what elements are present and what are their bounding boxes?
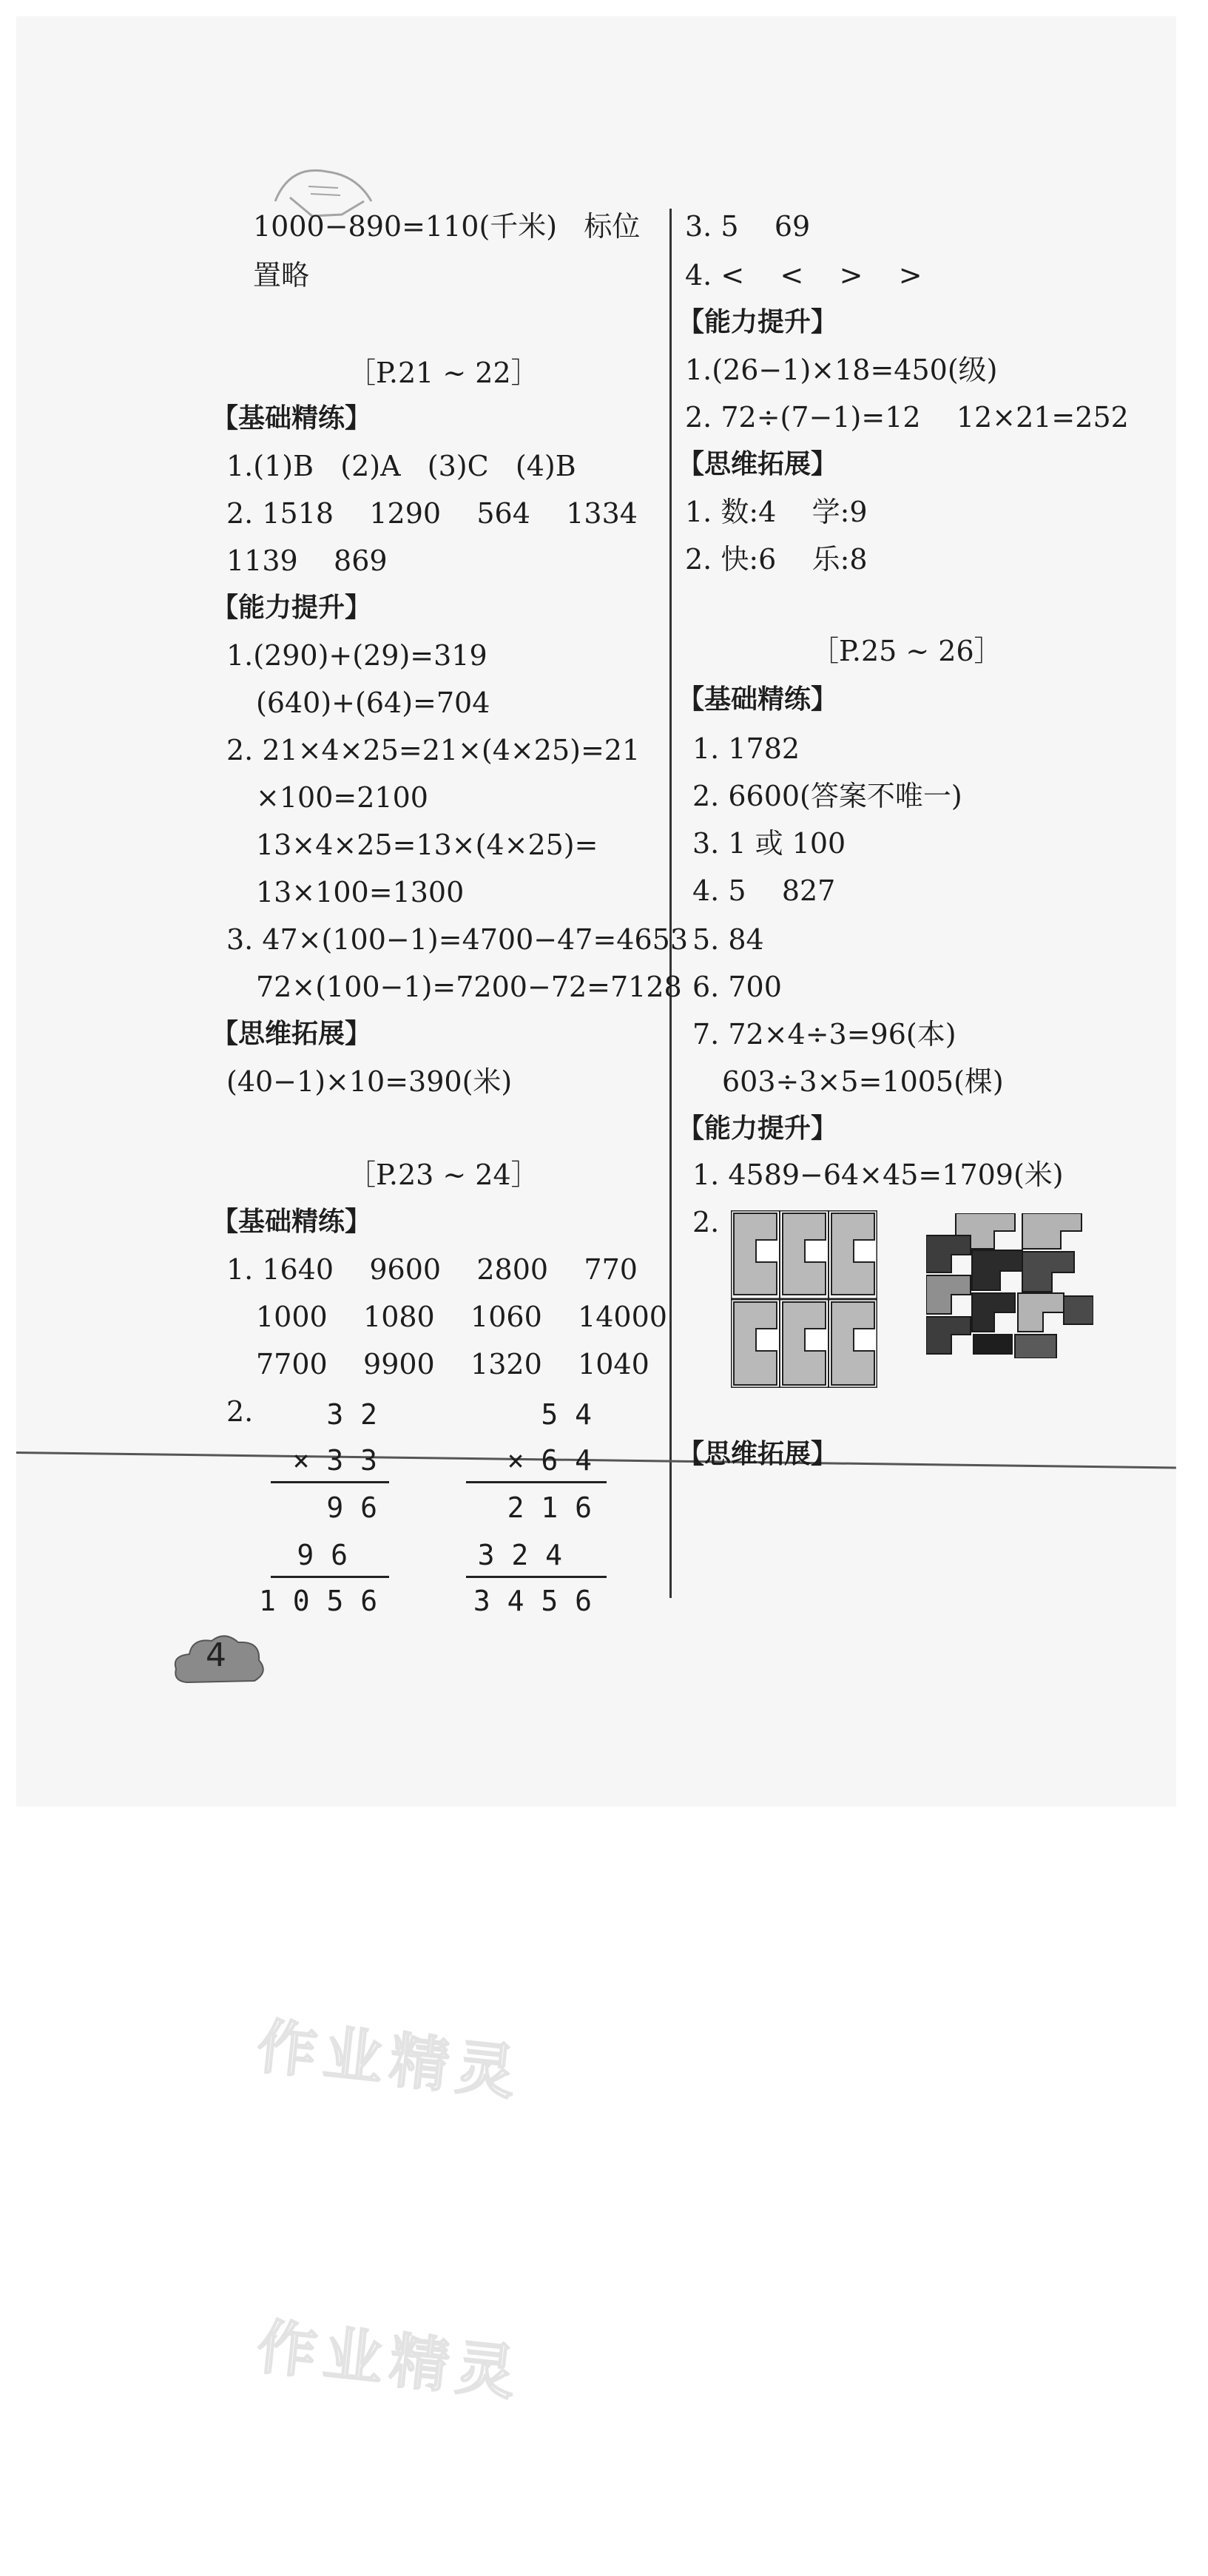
answer-line: 1000−890=110(千米) 标位	[253, 210, 641, 243]
answer-line: 2.	[226, 1395, 254, 1428]
calc-partial: 9 6	[326, 1491, 377, 1524]
page-range-heading: ［P.25 ~ 26］	[811, 635, 1002, 667]
answer-line: (640)+(64)=704	[256, 687, 490, 719]
interlocking-pieces-figure	[926, 1213, 1093, 1358]
calc-partial: 2 1 6	[507, 1491, 592, 1524]
calc-partial: 9 6	[297, 1539, 348, 1571]
calc-rule	[271, 1481, 389, 1483]
section-heading: 【基础精练】	[212, 1207, 372, 1237]
answer-line: 4. 5 827	[692, 874, 836, 907]
calc-product: 1 0 5 6	[259, 1585, 378, 1617]
answer-line: 2.	[692, 1206, 720, 1238]
section-heading: 【基础精练】	[212, 403, 372, 434]
answer-line: 2. 1518 1290 564 1334	[226, 497, 638, 530]
answer-line: 2. 72÷(7−1)=12 12×21=252	[685, 401, 1129, 434]
section-heading: 【思维拓展】	[678, 1439, 838, 1469]
answer-line: 72×(100−1)=7200−72=7128	[256, 971, 682, 1003]
answer-line: 7700 9900 1320 1040	[256, 1348, 649, 1380]
answer-line: 2. 6600(答案不唯一)	[692, 780, 962, 812]
answer-line: 5. 84	[692, 923, 764, 956]
section-heading: 【能力提升】	[212, 593, 372, 623]
calc-multiplier: × 6 4	[507, 1444, 592, 1477]
column-divider	[669, 209, 672, 1598]
section-heading: 【能力提升】	[678, 1113, 838, 1144]
page-range-heading: ［P.21 ~ 22］	[348, 357, 539, 389]
answer-line: 1. 4589−64×45=1709(米)	[692, 1159, 1064, 1191]
calc-multiplier: × 3 3	[292, 1444, 377, 1477]
answer-line: 置略	[253, 259, 310, 291]
answer-line: 603÷3×5=1005(棵)	[722, 1065, 1004, 1098]
watermark: 作业精灵	[254, 2312, 527, 2409]
section-heading: 【能力提升】	[678, 307, 838, 337]
calc-rule	[271, 1576, 389, 1578]
answer-line: 3. 1 或 100	[692, 827, 846, 860]
answer-line: 1.(26−1)×18=450(级)	[685, 354, 998, 386]
answer-line: 7. 72×4÷3=96(本)	[692, 1018, 956, 1051]
answer-line: 13×4×25=13×(4×25)=	[256, 829, 598, 861]
calc-product: 3 4 5 6	[473, 1585, 592, 1617]
calc-multiplicand: 5 4	[541, 1398, 592, 1431]
tiling-grid-figure	[731, 1210, 877, 1388]
answer-line: 1000 1080 1060 14000	[256, 1301, 667, 1333]
answer-line: 6. 700	[692, 971, 782, 1003]
watermark: 作业精灵	[254, 2012, 527, 2108]
answer-line: 3. 47×(100−1)=4700−47=4653	[226, 923, 689, 956]
section-heading: 【基础精练】	[678, 684, 838, 715]
calc-rule	[466, 1576, 607, 1578]
answer-line: 3. 5 69	[685, 210, 811, 243]
answer-line: ×100=2100	[256, 781, 428, 814]
section-heading: 【思维拓展】	[212, 1019, 372, 1049]
answer-page	[16, 16, 1176, 1807]
answer-line: 1139 869	[226, 544, 388, 577]
answer-line: 13×100=1300	[256, 876, 465, 908]
answer-line: 1.(1)B (2)A (3)C (4)B	[226, 450, 576, 482]
answer-line: 2. 21×4×25=21×(4×25)=21	[226, 734, 641, 766]
calc-partial: 3 2 4	[477, 1539, 562, 1571]
section-heading: 【思维拓展】	[678, 449, 838, 479]
answer-line: (40−1)×10=390(米)	[226, 1065, 513, 1098]
answer-line: 1.(290)+(29)=319	[226, 639, 487, 672]
calc-rule	[466, 1481, 607, 1483]
answer-line: 1. 数:4 学:9	[685, 496, 868, 528]
page-number: 4	[206, 1636, 226, 1674]
answer-line: 1. 1640 9600 2800 770	[226, 1253, 638, 1286]
page-range-heading: ［P.23 ~ 24］	[348, 1159, 539, 1191]
answer-line: 4. < < > >	[685, 259, 922, 291]
answer-line: 2. 快:6 乐:8	[685, 543, 868, 576]
answer-line: 1. 1782	[692, 732, 800, 765]
calc-multiplicand: 3 2	[326, 1398, 377, 1431]
